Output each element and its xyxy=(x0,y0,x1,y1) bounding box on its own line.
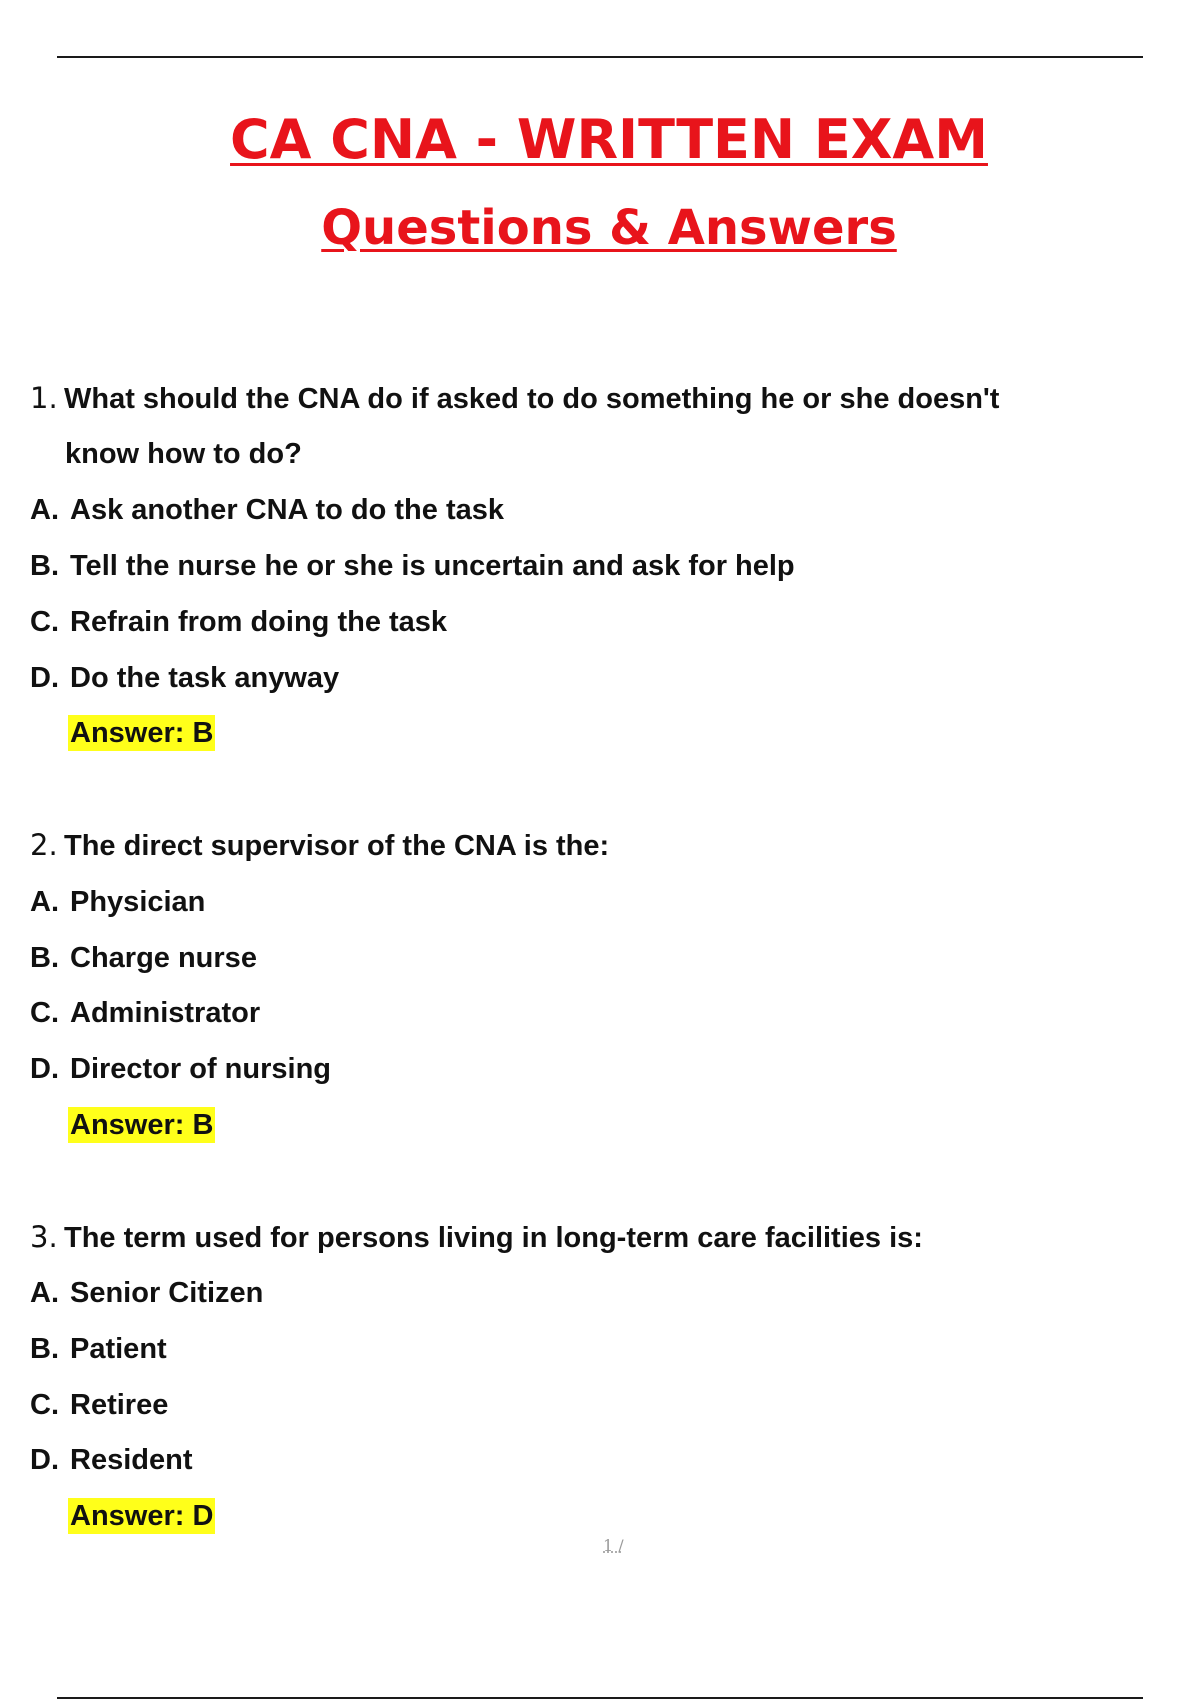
option-letter: D. xyxy=(30,1053,59,1085)
answer-highlight: Answer: B xyxy=(70,717,214,749)
option-text: Tell the nurse he or she is uncertain and ask for help xyxy=(70,550,795,582)
option-text: Patient xyxy=(70,1333,167,1365)
option-text: Do the task anyway xyxy=(70,662,340,694)
question-text xyxy=(30,380,999,417)
top-divider xyxy=(57,56,1143,58)
option-d xyxy=(30,1051,331,1087)
option-text: Ask another CNA to do the task xyxy=(70,494,504,526)
option-text: Retiree xyxy=(70,1389,169,1421)
option-b xyxy=(30,1331,167,1367)
option-d xyxy=(30,660,339,696)
option-text: Administrator xyxy=(70,997,261,1029)
question-number: 2. xyxy=(30,828,58,862)
option-c xyxy=(30,995,260,1031)
option-letter: B. xyxy=(30,1333,59,1365)
answer-highlight: Answer: D xyxy=(70,1500,214,1532)
option-text: Refrain from doing the task xyxy=(70,606,448,638)
option-text: Director of nursing xyxy=(70,1053,332,1085)
option-letter: B. xyxy=(30,550,59,582)
option-letter: D. xyxy=(30,662,59,694)
option-text: Charge nurse xyxy=(70,942,257,974)
question-text-line: What should the CNA do if asked to do something he or she doesn't xyxy=(64,383,1000,415)
question-text-line: The term used for persons living in long-term care facilities is: xyxy=(64,1222,923,1254)
option-letter: C. xyxy=(30,997,59,1029)
option-c xyxy=(30,604,447,640)
page-number: 1 / xyxy=(603,1536,624,1555)
option-c xyxy=(30,1387,168,1423)
question-text-continued: know how to do? xyxy=(65,438,302,470)
option-letter: A. xyxy=(30,886,59,918)
question-number: 1. xyxy=(30,381,58,415)
option-letter: C. xyxy=(30,1389,59,1421)
document-title: CA CNA - WRITTEN EXAM xyxy=(230,108,988,171)
option-text: Resident xyxy=(70,1444,193,1476)
option-d xyxy=(30,1442,192,1478)
option-letter: B. xyxy=(30,942,59,974)
question-text xyxy=(30,1219,923,1256)
option-b xyxy=(30,548,795,584)
document-subtitle: Questions & Answers xyxy=(321,200,897,256)
answer-highlight: Answer: B xyxy=(70,1109,214,1141)
option-letter: A. xyxy=(30,494,59,526)
option-text: Senior Citizen xyxy=(70,1277,264,1309)
question-text-line: The direct supervisor of the CNA is the: xyxy=(64,830,610,862)
question-text xyxy=(30,827,609,864)
option-letter: A. xyxy=(30,1277,59,1309)
bottom-divider xyxy=(57,1697,1143,1699)
option-b xyxy=(30,940,257,976)
option-a xyxy=(30,492,504,528)
option-letter: C. xyxy=(30,606,59,638)
option-a xyxy=(30,1275,263,1311)
option-text: Physician xyxy=(70,886,206,918)
option-a xyxy=(30,884,205,920)
question-number: 3. xyxy=(30,1220,58,1254)
option-letter: D. xyxy=(30,1444,59,1476)
